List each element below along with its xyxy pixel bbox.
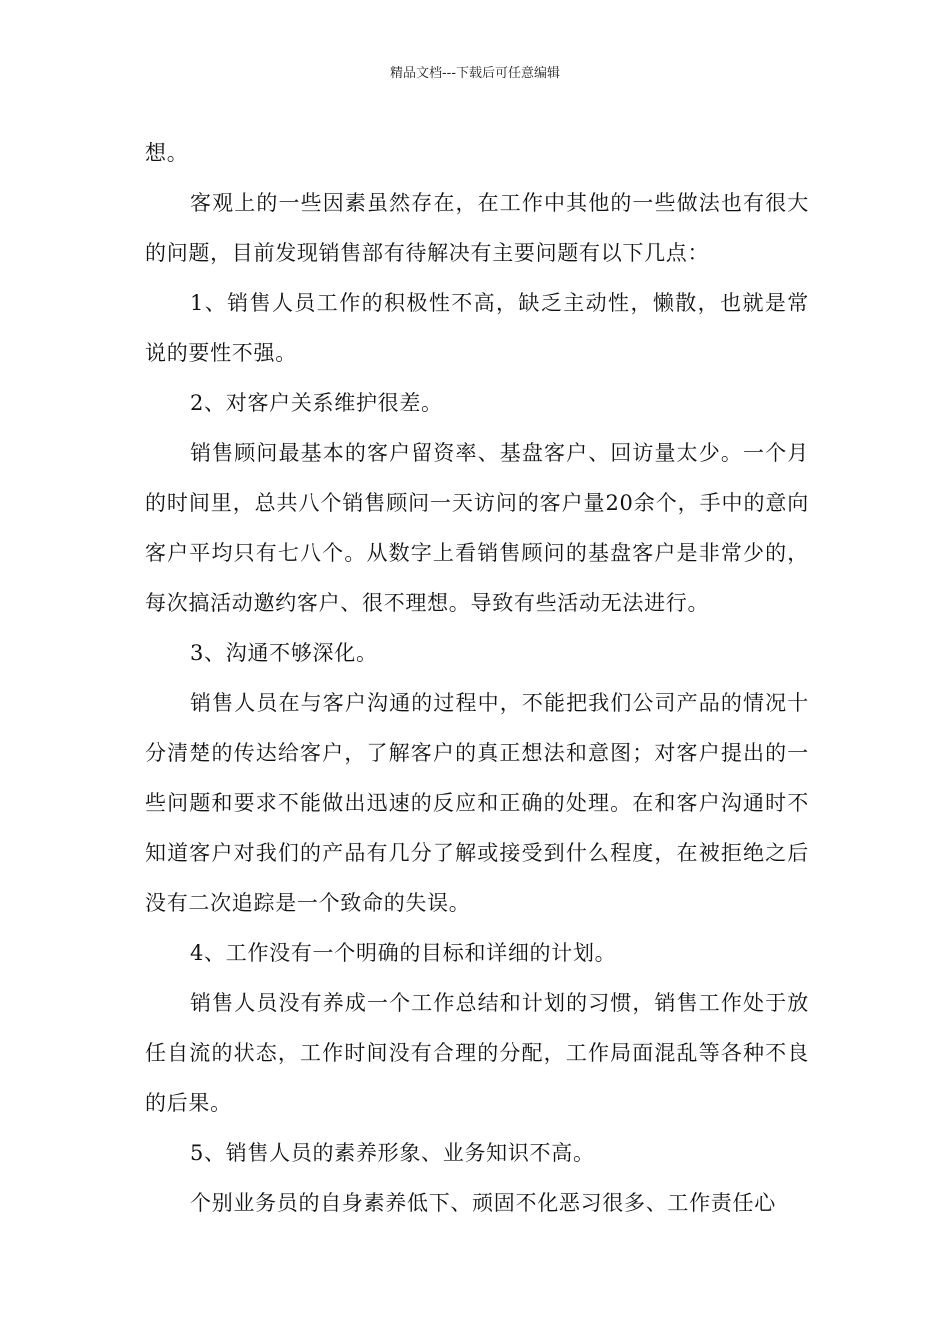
list-item-paragraph: 5、销售人员的素养形象、业务知识不高。 xyxy=(190,1141,595,1165)
paragraph: 销售人员在与客户沟通的过程中，不能把我们公司产品的情况十分清楚的传达给客户，了解客户的真正想法和意图；对客户提出的一些问题和要求不能做出迅速的反应和正确的处理。在和客户沟通时不知道客户对我们的产品有几分了解或接受到什么程度，在被拒绝之后没有二次追踪是一个致命的失误。 xyxy=(145,691,809,915)
list-item-paragraph: 4、工作没有一个明确的目标和详细的计划。 xyxy=(190,941,617,965)
list-item-paragraph: 2、对客户关系维护很差。 xyxy=(190,391,443,415)
list-item-paragraph: 3、沟通不够深化。 xyxy=(190,641,378,665)
page-header: 精品文档---下载后可任意编辑 xyxy=(389,66,561,81)
paragraph: 想。 xyxy=(145,141,189,165)
paragraph: 销售人员没有养成一个工作总结和计划的习惯，销售工作处于放任自流的状态，工作时间没有合理的分配，工作局面混乱等各种不良的后果。 xyxy=(145,991,809,1115)
paragraph: 销售顾问最基本的客户留资率、基盘客户、回访量太少。一个月的时间里，总共八个销售顾问一天访问的客户量20余个，手中的意向客户平均只有七八个。从数字上看销售顾问的基盘客户是非常少的，每次搞活动邀约客户、很不理想。导致有些活动无法进行。 xyxy=(145,441,809,615)
paragraph: 个别业务员的自身素养低下、顽固不化恶习很多、工作责任心 xyxy=(190,1191,776,1215)
document-body xyxy=(145,128,809,1228)
paragraph: 客观上的一些因素虽然存在，在工作中其他的一些做法也有很大的问题，目前发现销售部有待解决有主要问题有以下几点： xyxy=(145,191,809,265)
list-item-paragraph: 1、销售人员工作的积极性不高，缺乏主动性，懒散，也就是常说的要性不强。 xyxy=(145,291,809,365)
